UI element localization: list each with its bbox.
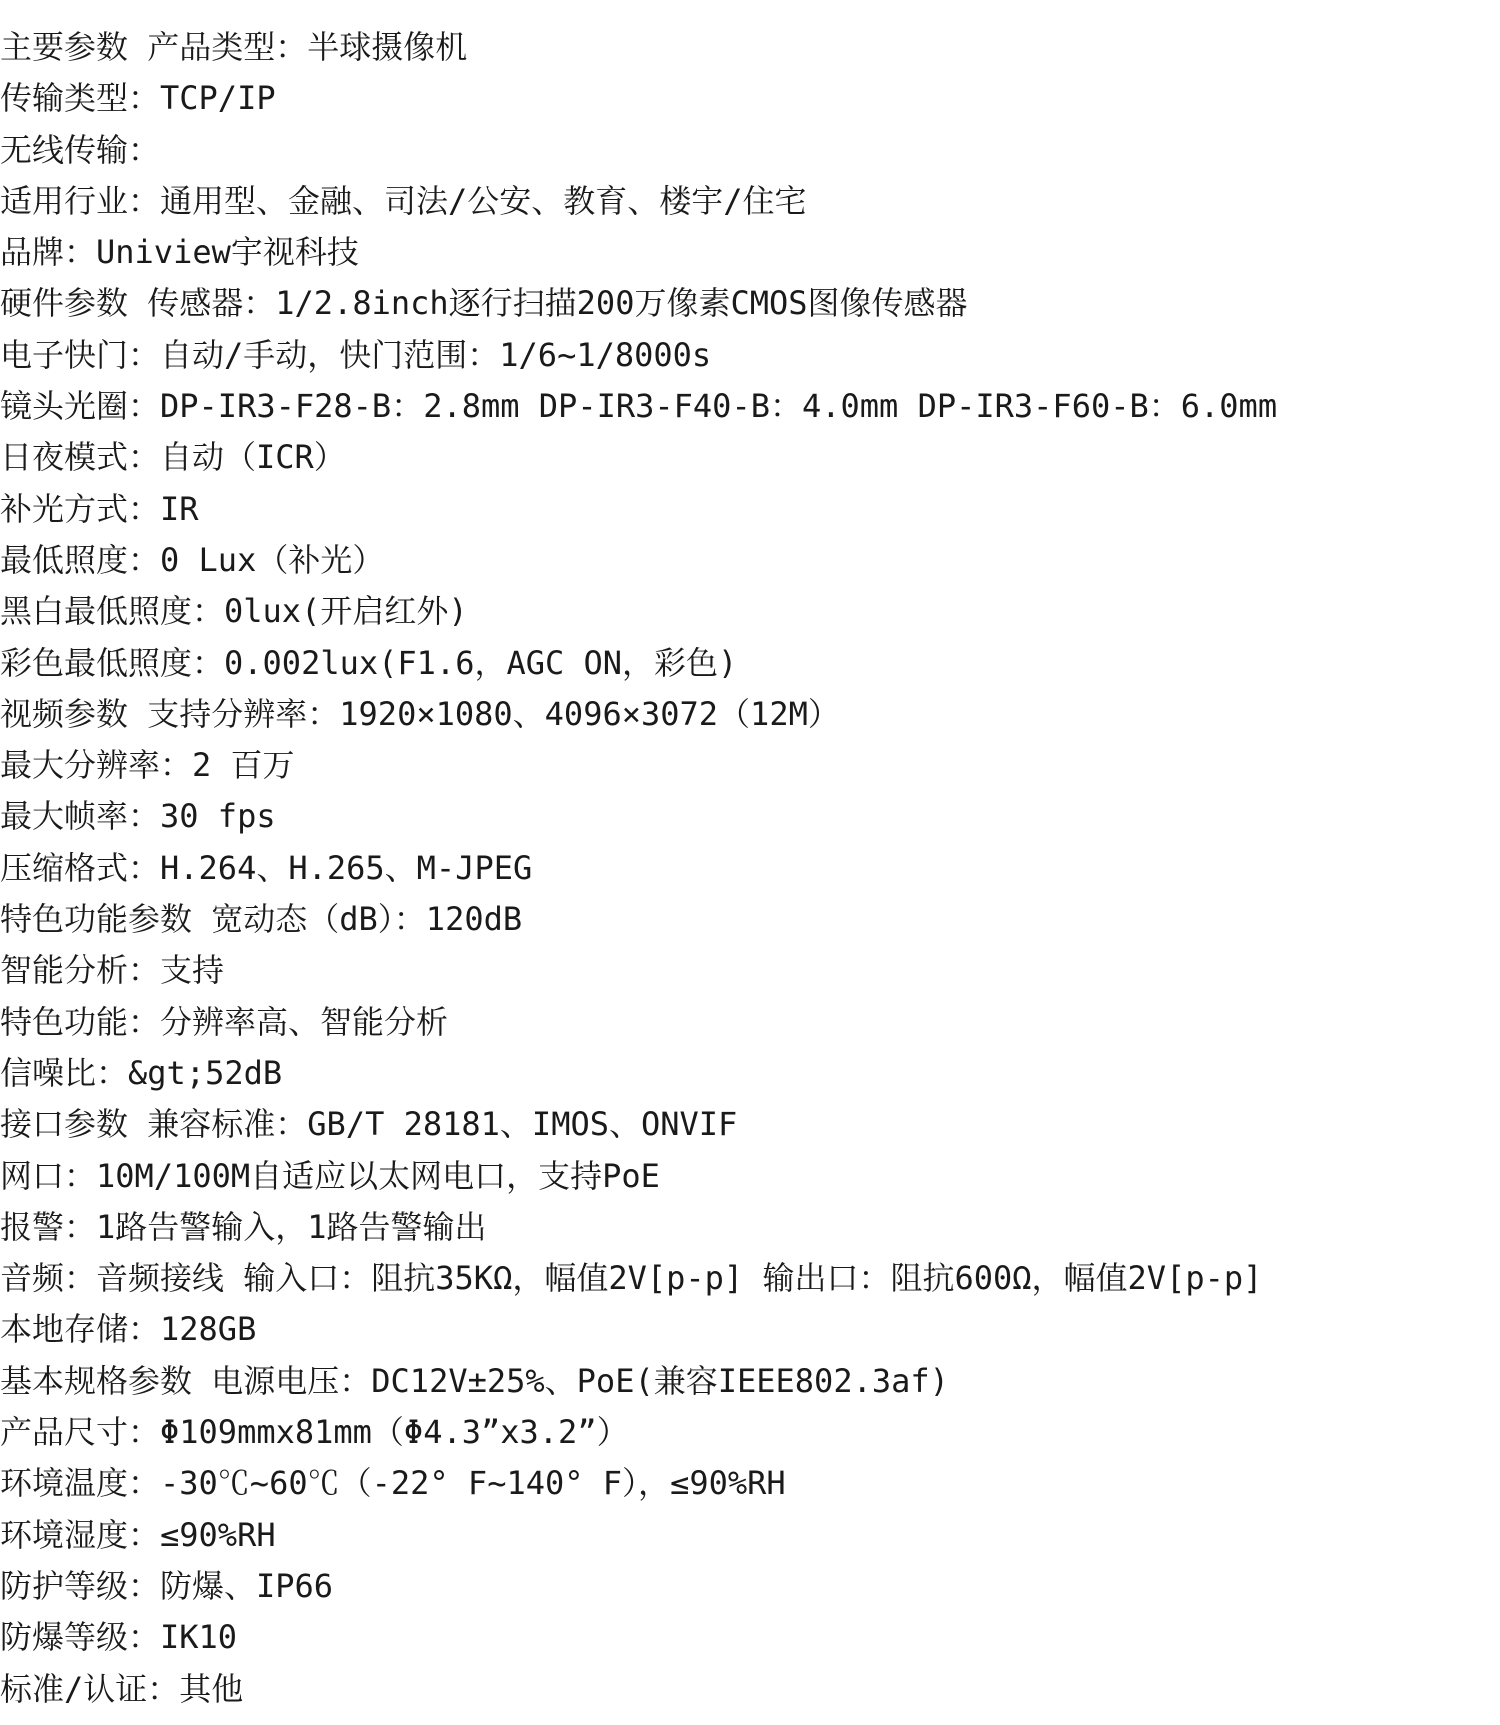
spec-line: 品牌：Uniview宇视科技 xyxy=(0,233,359,272)
spec-line: 视频参数 支持分辨率：1920×1080、4096×3072（12M） xyxy=(0,694,840,733)
spec-document xyxy=(0,22,1500,1715)
spec-line: 黑白最低照度：0lux(开启红外) xyxy=(0,592,468,631)
spec-line: 电子快门：自动/手动，快门范围：1/6~1/8000s xyxy=(0,335,712,374)
spec-line: 报警：1路告警输入，1路告警输出 xyxy=(0,1207,487,1246)
spec-line: 最低照度：0 Lux（补光） xyxy=(0,540,385,579)
spec-line: 本地存储：128GB xyxy=(0,1310,257,1349)
spec-line: 特色功能参数 宽动态（dB）：120dB xyxy=(0,900,523,939)
spec-line: 标准/认证：其他 xyxy=(0,1669,244,1708)
spec-line: 无线传输： xyxy=(0,130,161,169)
spec-line: 音频：音频接线 输入口：阻抗35KΩ，幅值2V[p-p] 输出口：阻抗600Ω，幅值2V[p-p] xyxy=(0,1259,1263,1298)
spec-line: 接口参数 兼容标准：GB/T 28181、IMOS、ONVIF xyxy=(0,1105,738,1144)
spec-line: 适用行业：通用型、金融、司法/公安、教育、楼宇/住宅 xyxy=(0,181,807,220)
spec-line: 智能分析：支持 xyxy=(0,951,225,990)
spec-line: 基本规格参数 电源电压：DC12V±25%、PoE(兼容IEEE802.3af) xyxy=(0,1361,949,1400)
spec-line: 彩色最低照度：0.002lux(F1.6，AGC ON，彩色) xyxy=(0,643,738,682)
spec-line: 产品尺寸：Φ109mmx81mm（Φ4.3”x3.2”） xyxy=(0,1413,629,1452)
spec-line: 主要参数 产品类型：半球摄像机 xyxy=(0,28,468,66)
spec-line: 日夜模式：自动（ICR） xyxy=(0,438,346,477)
spec-line: 防护等级：防爆、IP66 xyxy=(0,1566,334,1605)
spec-line: 镜头光圈：DP-IR3-F28-B：2.8mm DP-IR3-F40-B：4.0mm DP-IR3-F60-B：6.0mm xyxy=(0,387,1278,426)
spec-line: 补光方式：IR xyxy=(0,489,199,528)
spec-line: 特色功能：分辨率高、智能分析 xyxy=(0,1002,449,1041)
spec-line: 环境湿度：≤90%RH xyxy=(0,1515,276,1554)
spec-line: 最大帧率：30 fps xyxy=(0,797,276,836)
spec-line: 网口：10M/100M自适应以太网电口，支持PoE xyxy=(0,1156,660,1195)
spec-line: 传输类型：TCP/IP xyxy=(0,79,276,118)
spec-line: 防爆等级：IK10 xyxy=(0,1618,238,1657)
spec-line: 硬件参数 传感器：1/2.8inch逐行扫描200万像素CMOS图像传感器 xyxy=(0,284,968,323)
spec-line: 环境温度：-30℃~60℃（-22° F~140° F），≤90%RH xyxy=(0,1464,786,1503)
spec-line: 最大分辨率：2 百万 xyxy=(0,746,295,785)
spec-line: 信噪比：&gt;52dB xyxy=(0,1053,283,1092)
spec-line: 压缩格式：H.264、H.265、M-JPEG xyxy=(0,848,533,887)
